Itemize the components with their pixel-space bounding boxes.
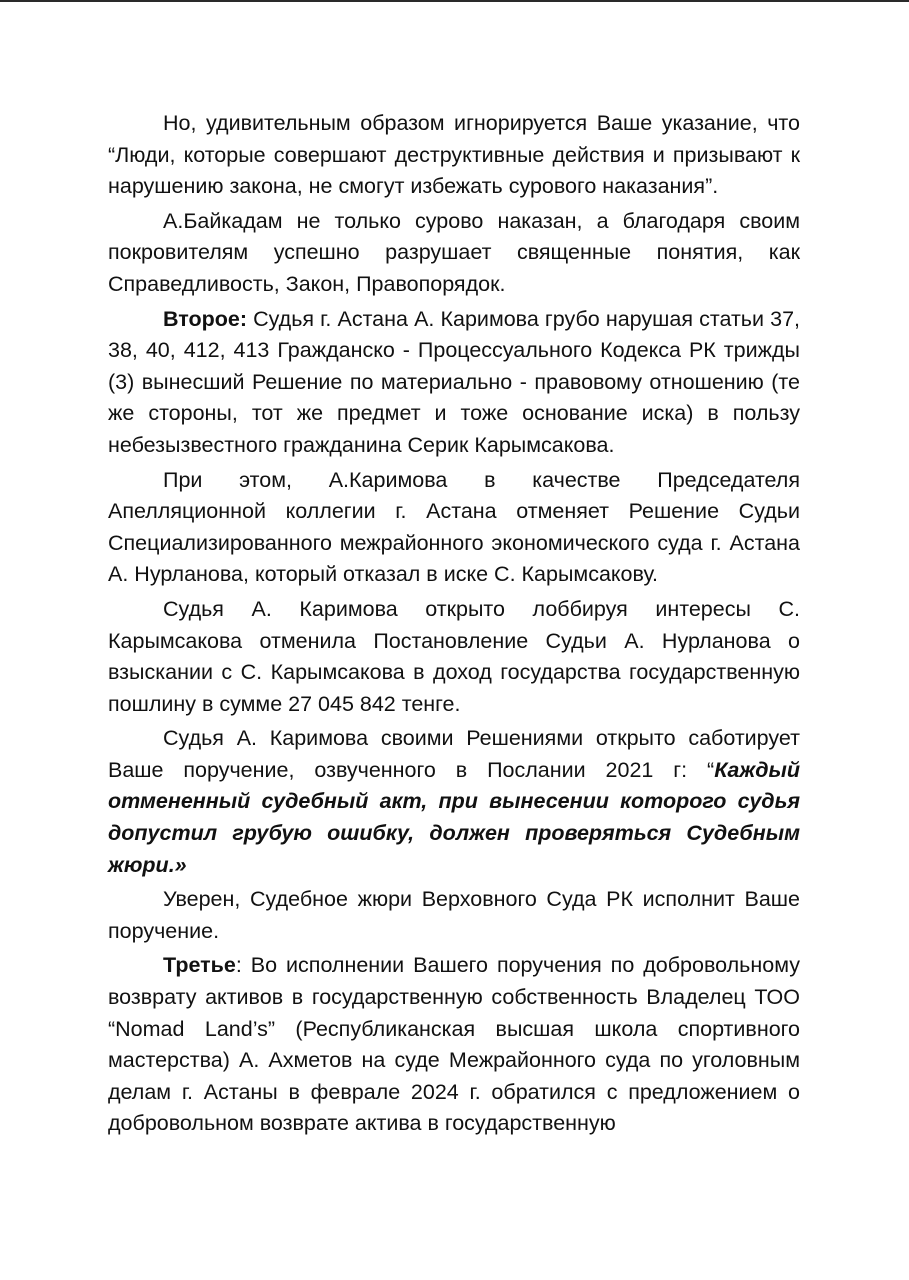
- paragraph-7: Уверен, Судебное жюри Верховного Суда РК исполнит Ваше поручение.: [108, 887, 800, 943]
- page-top-border: [0, 0, 909, 2]
- paragraph-3-lead: Второе:: [163, 306, 248, 331]
- paragraph-1: Но, удивительным образом игнорируется Ваше указание, что “Люди, которые совершают деструктивные действия и призывают к нарушению закона, не смогут избежать сурового наказания”.: [108, 111, 800, 199]
- paragraph-8-text: : Во исполнении Вашего поручения по добровольному возврату активов в государственную собственность Владелец ТОО “Nomad Land’s” (Республиканская высшая школа спортивного мастерства) А. Ахметов на суде Межрайонного суда по уголовным делам г. Астаны в феврале 2024 г. обратился с предложением о добровольном возврате актива в государственную: [108, 953, 800, 1136]
- paragraph-5: Судья А. Каримова открыто лоббируя интересы С. Карымсакова отменила Постановление Судьи А. Нурланова о взыскании с С. Карымсакова в доход государства государственную пошлину в сумме 27 045 842 тенге.: [108, 596, 800, 716]
- paragraph-3-text: Судья г. Астана А. Каримова грубо нарушая статьи 37, 38, 40, 412, 413 Гражданско - Процессуального Кодекса РК трижды (3) вынесший Решение по материально - правовому отношению (те же стороны, тот же предмет и тоже основание иска) в пользу небезызвестного гражданина Серик Карымсакова.: [108, 306, 800, 457]
- paragraph-6: [108, 723, 800, 881]
- paragraph-8: [108, 950, 800, 1140]
- paragraph-6-text: Судья А. Каримова своими Решениями открыто саботирует Ваше поручение, озвученного в Послании 2021 г: “: [108, 726, 800, 782]
- paragraph-8-lead: Третье: [163, 953, 236, 978]
- document-page: [108, 108, 800, 1140]
- paragraph-3: [108, 304, 800, 462]
- paragraph-4: При этом, А.Каримова в качестве Председателя Апелляционной коллегии г. Астана отменяет Решение Судьи Специализированного межрайонного экономического суда г. Астана А. Нурланова, который отказал в иске С. Карымсакову.: [108, 467, 800, 587]
- paragraph-2: А.Байкадам не только сурово наказан, а благодаря своим покровителям успешно разрушает священные понятия, как Справедливость, Закон, Правопорядок.: [108, 208, 800, 296]
- paragraph-6-quote: Каждый отмененный судебный акт, при вынесении которого судья допустил грубую ошибку, должен проверяться Судебным жюри.»: [108, 757, 800, 877]
